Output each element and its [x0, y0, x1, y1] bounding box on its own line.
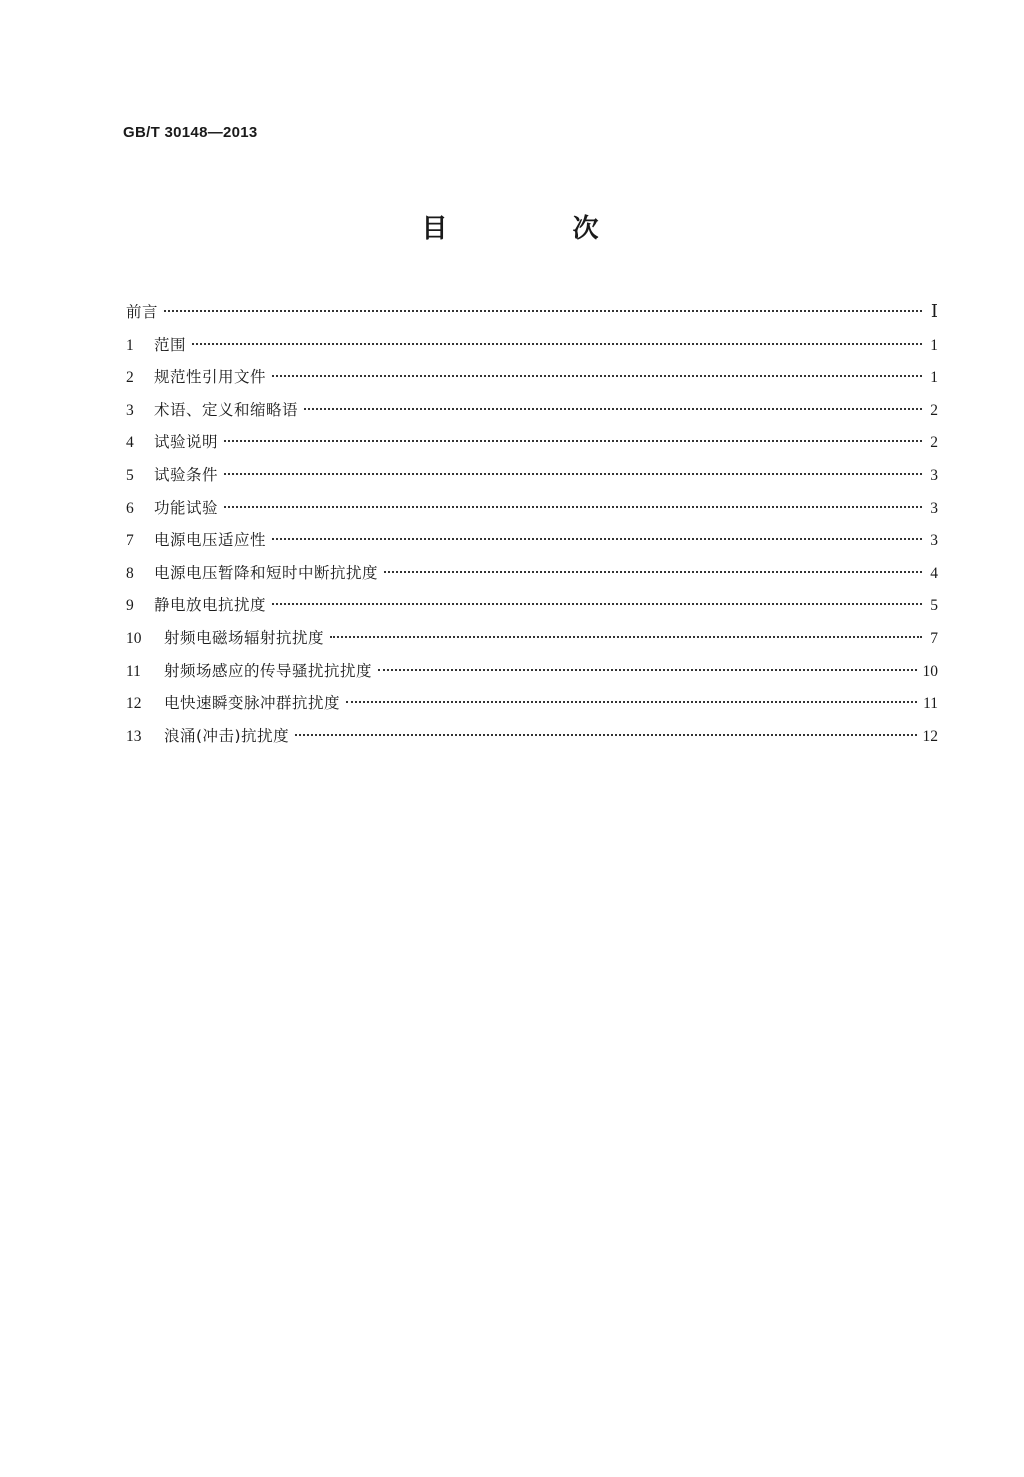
toc-entry-page: 5	[930, 597, 938, 615]
dot-leader	[164, 310, 922, 312]
toc-entry-label: 电源电压适应性	[154, 531, 267, 550]
toc-entry-page: 4	[930, 564, 938, 582]
toc-entry-1[interactable]	[126, 333, 938, 366]
dot-leader	[384, 571, 922, 573]
toc-entry-label: 前言	[126, 303, 159, 321]
toc-entry-number: 6	[126, 499, 134, 517]
dot-leader	[272, 375, 922, 377]
toc-entry-3[interactable]	[126, 398, 938, 431]
toc-entry-label: 静电放电抗扰度	[154, 596, 267, 615]
toc-entry-number: 12	[126, 695, 142, 713]
toc-entry-number: 8	[126, 564, 134, 582]
toc-entry-label: 电源电压暂降和短时中断抗扰度	[154, 563, 379, 582]
toc-entry-6[interactable]	[126, 496, 938, 529]
toc-entry-page: 3	[930, 532, 938, 550]
toc-entry-number: 4	[126, 434, 134, 452]
dot-leader	[304, 408, 922, 410]
toc-entry-8[interactable]	[126, 561, 938, 594]
toc-entry-number: 9	[126, 597, 134, 615]
dot-leader	[346, 701, 917, 703]
toc-entry-label: 射频电磁场辐射抗扰度	[164, 628, 325, 647]
toc-entry-label: 射频场感应的传导骚扰抗扰度	[164, 661, 373, 680]
dot-leader	[224, 440, 922, 442]
toc-entry-number: 2	[126, 369, 134, 387]
toc-entry-page: 3	[930, 466, 938, 484]
toc-entry-label: 术语、定义和缩略语	[154, 400, 299, 419]
dot-leader	[330, 636, 922, 638]
toc-entry-number: 3	[126, 401, 134, 419]
toc-entry-label: 浪涌(冲击)抗扰度	[164, 726, 290, 745]
toc-entry-11[interactable]	[126, 659, 938, 692]
dot-leader	[272, 603, 922, 605]
toc-entry-2[interactable]	[126, 365, 938, 398]
toc-entry-number: 5	[126, 466, 134, 484]
toc-entry-page: 2	[930, 434, 938, 452]
toc-entry-12[interactable]	[126, 691, 938, 724]
dot-leader	[224, 506, 922, 508]
dot-leader	[192, 343, 922, 345]
toc-entry-number: 11	[126, 662, 141, 680]
toc-entry-label: 规范性引用文件	[154, 368, 267, 387]
toc-entry-13[interactable]	[126, 724, 938, 757]
page-title: 目 次	[421, 214, 657, 244]
table-of-contents	[126, 300, 938, 756]
toc-entry-page: 3	[930, 499, 938, 517]
toc-entry-label: 电快速瞬变脉冲群抗扰度	[164, 694, 341, 713]
toc-entry-label: 功能试验	[154, 498, 219, 517]
dot-leader	[378, 669, 916, 671]
toc-entry-7[interactable]	[126, 528, 938, 561]
toc-entry-page: 10	[922, 662, 938, 680]
toc-entry-label: 试验说明	[154, 433, 219, 452]
dot-leader	[295, 734, 916, 736]
toc-entry-4[interactable]	[126, 430, 938, 463]
toc-entry-page: 1	[930, 369, 938, 387]
toc-entry-page: 2	[930, 401, 938, 419]
toc-entry-label: 试验条件	[154, 465, 219, 484]
dot-leader	[272, 538, 922, 540]
standard-number: GB/T 30148—2013	[123, 124, 258, 141]
toc-entry-9[interactable]	[126, 593, 938, 626]
toc-entry-page: 1	[930, 336, 938, 354]
toc-entry-label: 范围	[154, 335, 187, 354]
toc-entry-number: 7	[126, 532, 134, 550]
toc-entry-foreword[interactable]	[126, 300, 938, 333]
dot-leader	[224, 473, 922, 475]
toc-entry-number: 1	[126, 336, 134, 354]
toc-entry-number: 10	[126, 629, 142, 647]
toc-entry-5[interactable]	[126, 463, 938, 496]
toc-entry-number: 13	[126, 727, 142, 745]
toc-entry-page: 12	[922, 727, 938, 745]
toc-entry-page: 11	[923, 695, 938, 713]
toc-entry-page: Ⅰ	[930, 301, 938, 321]
toc-entry-10[interactable]	[126, 626, 938, 659]
toc-entry-page: 7	[930, 629, 938, 647]
